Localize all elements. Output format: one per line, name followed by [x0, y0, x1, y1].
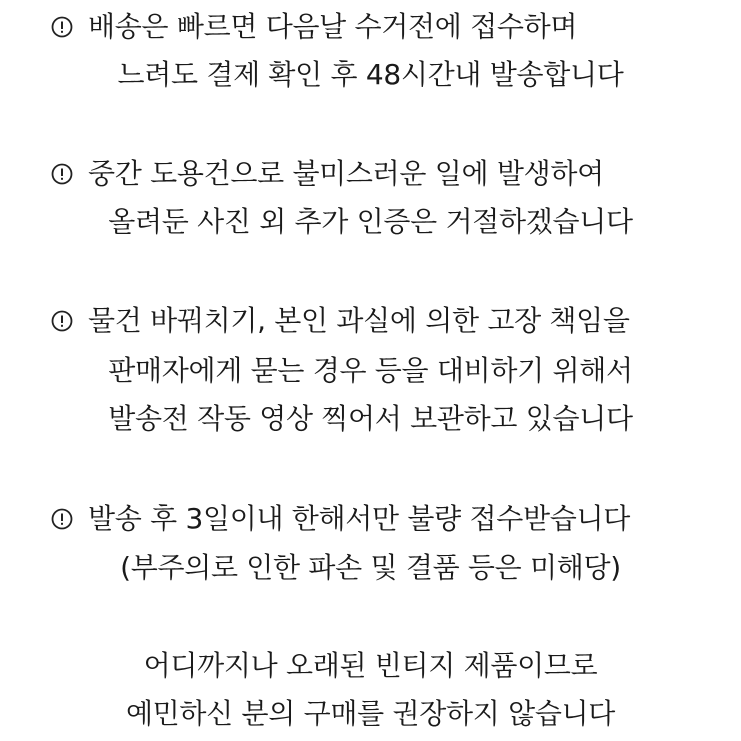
notice-1-line-1: [50, 4, 577, 50]
notice-1-line-2: 느려도 결제 확인 후 48시간내 발송합니다: [117, 58, 624, 91]
closing-line-2: 예민하신 분의 구매를 권장하지 않습니다: [125, 697, 616, 730]
notice-3-line-2: 판매자에게 묻는 경우 등을 대비하기 위해서: [108, 354, 633, 387]
exclamation-circle-icon: [50, 309, 74, 333]
notice-text: 중간 도용건으로 불미스러운 일에 발생하여: [88, 157, 604, 190]
exclamation-circle-icon: [50, 15, 74, 39]
notice-2-line-1: [50, 151, 604, 197]
notice-2-line-2: 올려둔 사진 외 추가 인증은 거절하겠습니다: [108, 205, 633, 238]
notice-text: 발송 후 3일이내 한해서만 불량 접수받습니다: [88, 502, 630, 535]
notice-3-line-3: 발송전 작동 영상 찍어서 보관하고 있습니다: [108, 402, 633, 435]
notice-4-line-1: [50, 496, 630, 542]
notice-3-line-1: [50, 298, 630, 344]
notice-4-line-2: (부주의로 인한 파손 및 결품 등은 미해당): [120, 551, 621, 584]
notice-text: 물건 바꿔치기, 본인 과실에 의한 고장 책임을: [88, 304, 630, 337]
closing-line-1: 어디까지나 오래된 빈티지 제품이므로: [143, 649, 598, 682]
exclamation-circle-icon: [50, 162, 74, 186]
exclamation-circle-icon: [50, 507, 74, 531]
notice-text: 배송은 빠르면 다음날 수거전에 접수하며: [88, 10, 578, 43]
